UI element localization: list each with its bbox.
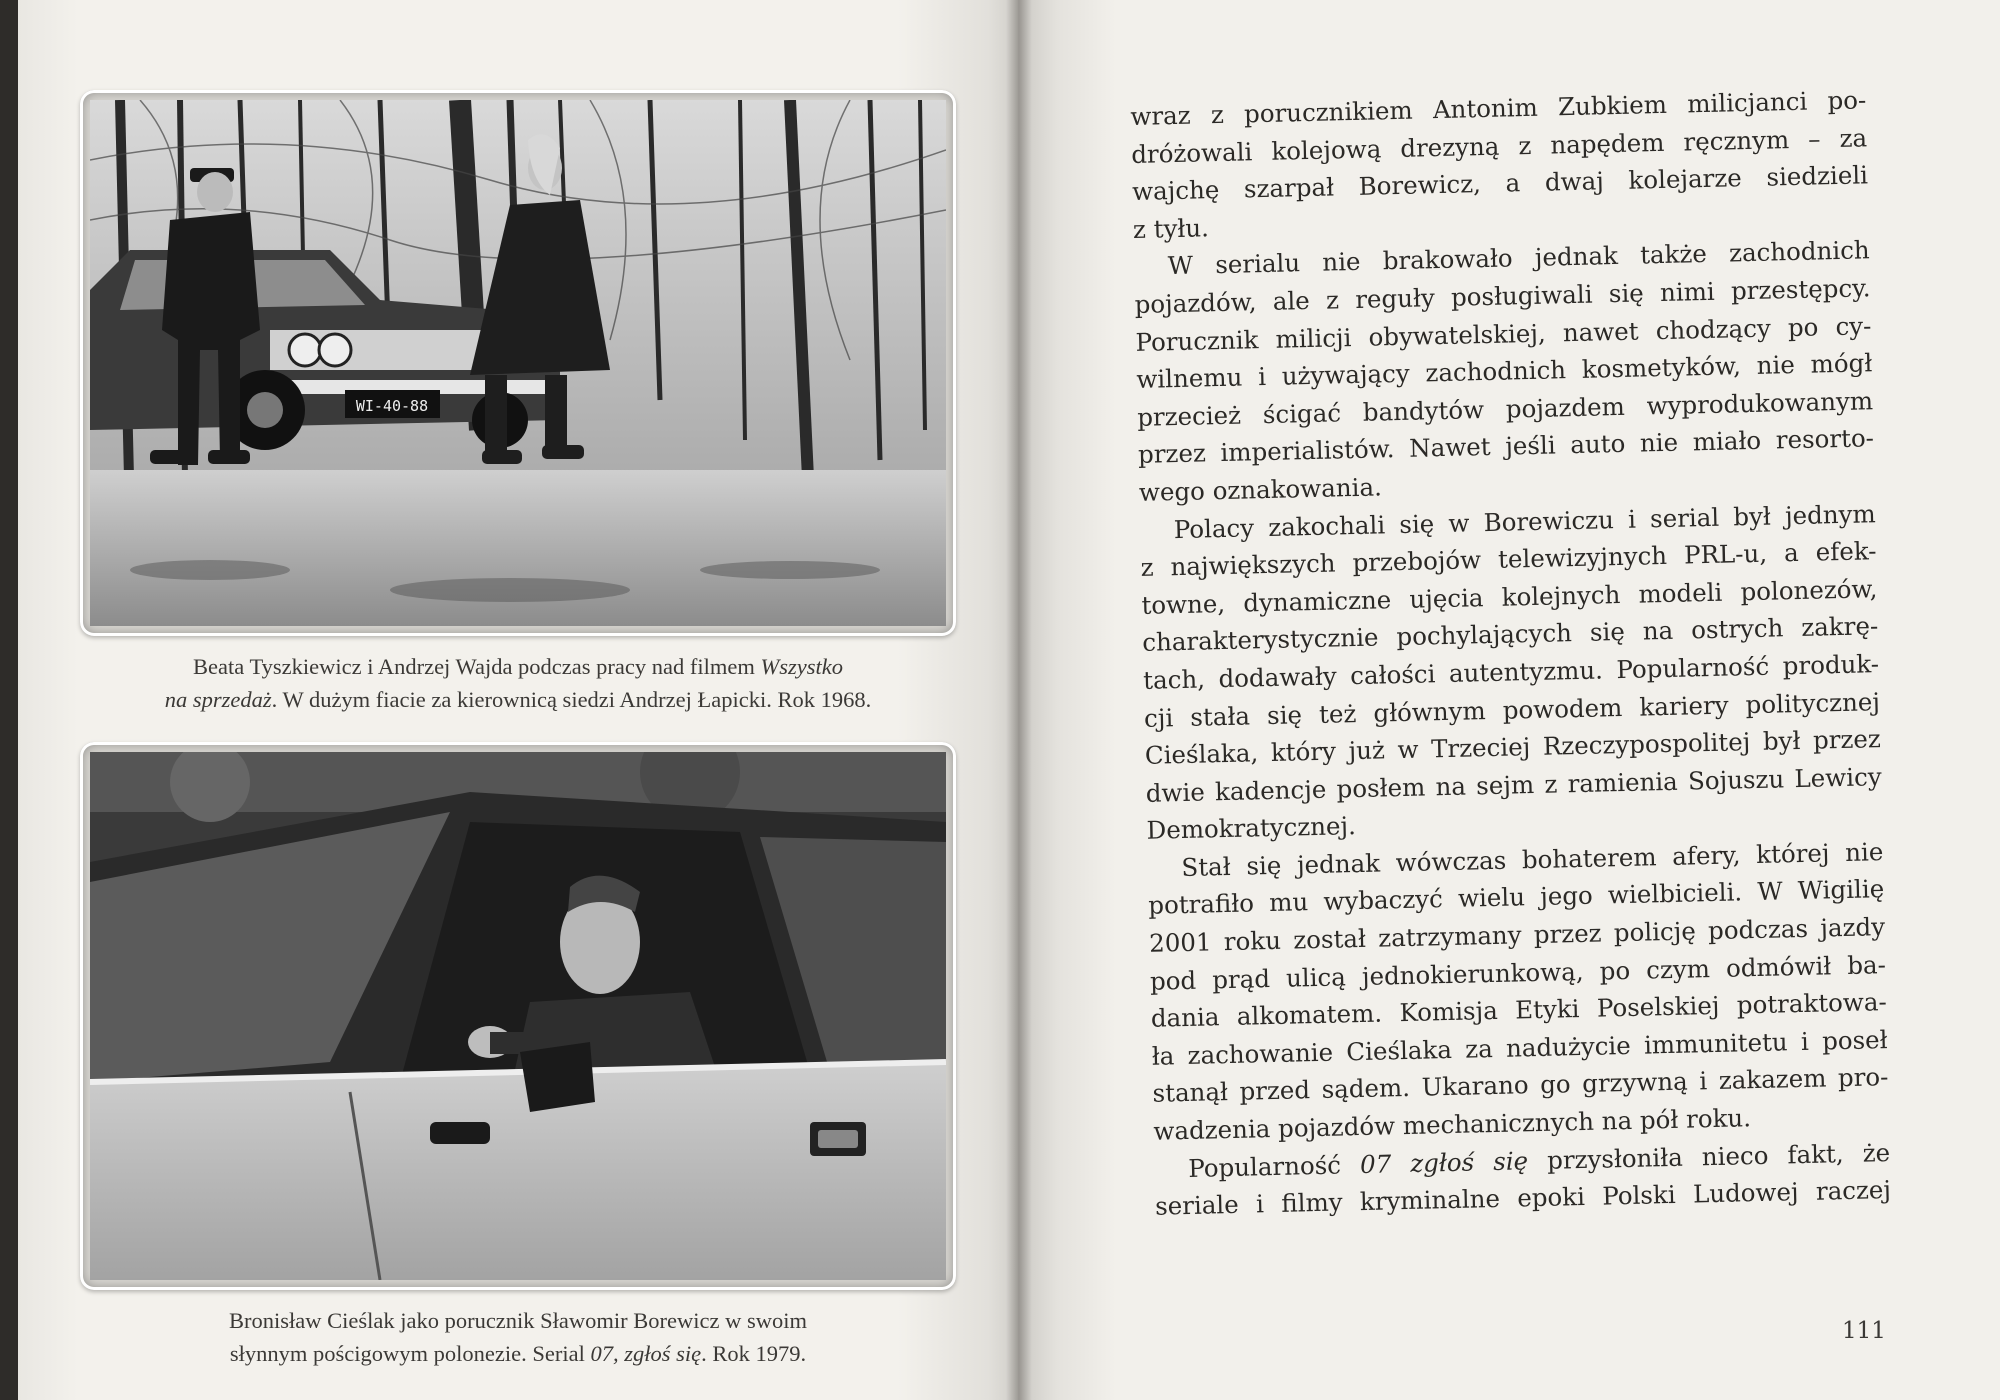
photo-caption-2 [80, 1304, 956, 1370]
text-line: Porucznik milicji obywatelskiej, nawet chodzący po cy- [1135, 310, 1872, 357]
caption-2-series-title: 07, zgłoś się [590, 1341, 702, 1366]
text-line: Polacy zakochali się w Borewiczu i serial był jednym [1173, 498, 1876, 544]
photo-snowy-forest-car [80, 90, 956, 636]
photo-image-2 [90, 752, 946, 1280]
text-line: cji stała się też głównym powodem kariery politycznej [1143, 686, 1881, 733]
text-line: przecież ścigać bandytów pojazdem wyprodukowanym [1136, 385, 1874, 432]
text-line: dwie kadencje posłem na sejm z ramienia Sojuszu Lewicy [1145, 761, 1882, 808]
photo-man-in-car [80, 742, 956, 1290]
photo-image-1 [90, 100, 946, 626]
text-line: z tyłu. [1132, 213, 1210, 244]
text-line: Stał się jednak wówczas bohaterem afery, której nie [1181, 836, 1884, 882]
text-line: dróżowali kolejową drezyną z napędem ręcznym – za [1130, 122, 1868, 169]
photo-caption-1 [80, 650, 956, 716]
text-line: tach, dodawały całości autentyzmu. Popularność produk- [1142, 649, 1880, 695]
caption-1-line-2 [80, 683, 956, 716]
caption-1-text: Beata Tyszkiewicz i Andrzej Wajda podczas pracy nad filmem [193, 654, 761, 679]
caption-2-text: słynnym pościgowym polonezie. Serial [229, 1341, 591, 1366]
text-line: Cieślaka, który już w Trzeciej Rzeczypospolitej był przez [1144, 724, 1882, 770]
caption-1-film-title-part: Wszystko [760, 654, 843, 679]
caption-2-line-2 [80, 1337, 956, 1370]
caption-1-line-1 [80, 650, 956, 683]
caption-2-text-end: . Rok 1979. [701, 1341, 807, 1366]
license-plate: WI-40-88 [355, 397, 429, 415]
text-line: ła zachowanie Cieślaka za nadużycie immunitetu i poseł [1151, 1024, 1888, 1071]
text-fragment: przysłoniła nieco fakt, że [1527, 1137, 1891, 1175]
text-line: wajchę szarpał Borewicz, a dwaj kolejarze siedzieli [1131, 160, 1869, 207]
book-gutter [1006, 0, 1032, 1400]
body-text [1130, 81, 1891, 1225]
text-line: seriale i filmy kryminalne epoki Polski Ludowej raczej [1154, 1175, 1892, 1221]
text-line: dania alkomatem. Komisja Etyki Poselskiej potraktowa- [1150, 987, 1888, 1034]
text-line: przez imperialistów. Nawet jeśli auto nie miało resorto- [1137, 423, 1875, 470]
text-line: wadzenia pojazdów mechanicznych na pół roku. [1153, 1103, 1752, 1146]
text-line: 2001 roku został zatrzymany przez policję podczas jazdy [1148, 912, 1886, 958]
text-line: stanął przed sądem. Ukarano go grzywną i zakazem pro- [1152, 1062, 1889, 1109]
text-line: potrafiło mu wybaczyć wielu jego wielbicieli. W Wigilię [1148, 874, 1885, 921]
text-line: wilnemu i używający zachodnich kosmetyków, nie mógł [1136, 348, 1873, 395]
caption-1-film-title-end: na sprzedaż [164, 687, 272, 712]
series-title: 07 zgłoś się [1359, 1145, 1529, 1179]
text-line: W serialu nie brakowało jednak także zachodnich [1167, 235, 1870, 281]
text-line: Demokratycznej. [1146, 811, 1357, 846]
text-fragment: Popularność [1187, 1149, 1361, 1183]
text-line: wraz z porucznikiem Antonim Zubkiem milicjanci po- [1130, 85, 1867, 131]
text-line: charakterystycznie pochylających się na ostrych zakrę- [1142, 611, 1879, 658]
text-line: pod prąd ulicą jednokierunkową, po czym odmówił ba- [1149, 949, 1887, 996]
text-line: pojazdów, ale z reguły posługiwali się nimi przestępcy. [1134, 273, 1871, 319]
text-line: z największych przebojów telewizyjnych PRL-u, a efek- [1140, 536, 1877, 583]
text-line: wego oznakowania. [1138, 472, 1383, 507]
page-number: 111 [1842, 1318, 1886, 1344]
text-line: towne, dynamiczne ujęcia kolejnych modeli polonezów, [1141, 573, 1878, 620]
caption-1-text-end: . W dużym fiacie za kierownicą siedzi Andrzej Łapicki. Rok 1968. [271, 687, 872, 712]
caption-2-line-1: Bronisław Cieślak jako porucznik Sławomir Borewicz w swoim [228, 1308, 808, 1333]
